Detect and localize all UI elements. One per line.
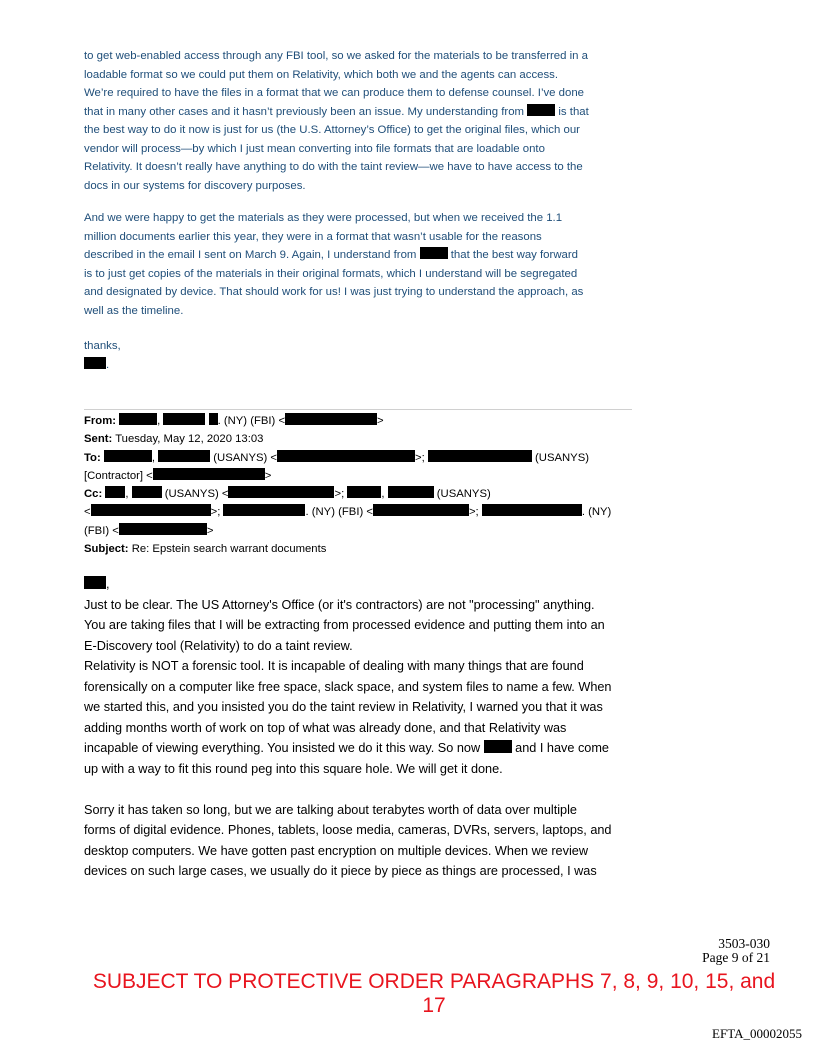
text-line: and designated by device. That should work for us! I was just trying to understand the approach, as xyxy=(84,286,584,298)
redaction xyxy=(388,486,434,498)
text-line: vendor will process—by which I just mean converting into file formats that are loadable onto xyxy=(84,142,545,155)
text-line: Relativity. It doesn’t really have anything to do with the taint review—we have to have access to the xyxy=(84,161,583,173)
quoted-paragraph-1 xyxy=(84,47,644,195)
text-line: that in many other cases and it hasn’t previously been an issue. My understanding from is that xyxy=(84,105,589,118)
paragraph-gap xyxy=(84,779,644,800)
redaction xyxy=(158,450,210,462)
redaction xyxy=(428,450,532,462)
text-line: adding months worth of work on top of what was already done, and that Relativity was xyxy=(84,720,567,735)
redaction xyxy=(228,486,334,498)
redaction xyxy=(285,413,377,425)
cc-line-continued: < >; . (NY) (FBI) < >; . (NY) xyxy=(84,506,612,519)
redaction xyxy=(163,413,205,425)
text-line: we started this, and you insisted you do the taint review in Relativity, I warned you that it was xyxy=(84,700,603,714)
quoted-closing xyxy=(84,337,644,374)
redaction xyxy=(482,504,582,516)
document-id: EFTA_00002055 xyxy=(712,1026,802,1041)
text-line: Sorry it has taken so long, but we are talking about terabytes worth of data over multiple xyxy=(84,802,577,817)
text-line: described in the email I sent on March 9. Again, I understand from that the best way forward xyxy=(84,249,579,261)
page-footer xyxy=(702,937,770,965)
email-body xyxy=(84,574,644,882)
text-line: devices on such large cases, we usually do it piece by piece as things are processed, I was xyxy=(84,864,597,878)
to-line: To: , (USANYS) < >; (USANYS) xyxy=(84,451,590,464)
to-line-continued: [Contractor] < > xyxy=(84,469,272,482)
redaction xyxy=(527,104,555,116)
redaction xyxy=(104,450,152,462)
closing-text: thanks, xyxy=(84,340,121,352)
redaction xyxy=(277,450,415,462)
text-line: up with a way to fit this round peg into this square hole. We will get it done. xyxy=(84,761,503,776)
text-line: We’re required to have the files in a format that we can produce them to defense counsel. I’ve done xyxy=(84,87,585,99)
redaction xyxy=(119,523,207,535)
from-line: From: , . (NY) (FBI) < > xyxy=(84,415,384,427)
redaction xyxy=(119,413,157,425)
text-line: Just to be clear. The US Attorney's Office (or it's contractors) are not "processing" anything. xyxy=(84,597,595,612)
text-line: Relativity is NOT a forensic tool. It is incapable of dealing with many things that are found xyxy=(84,659,584,673)
subject-line: Subject: Re: Epstein search warrant documents xyxy=(84,543,327,556)
redaction xyxy=(223,504,305,516)
text-line: You are taking files that I will be extracting from processed evidence and putting them into an xyxy=(84,618,605,632)
text-line: E-Discovery tool (Relativity) to do a taint review. xyxy=(84,638,353,653)
text-line: the best way to do it now is just for us (the U.S. Attorney’s Office) to get the original files, which our xyxy=(84,124,580,136)
redaction xyxy=(420,247,448,259)
redaction xyxy=(484,740,512,753)
text-line: loadable format so we could put them on Relativity, which both we and the agents can access. xyxy=(84,68,559,81)
redaction xyxy=(153,468,265,480)
quoted-paragraph-2 xyxy=(84,209,644,320)
header-separator xyxy=(84,409,632,410)
text-line: well as the timeline. xyxy=(84,304,184,317)
text-line: million documents earlier this year, they were in a format that wasn’t usable for the reasons xyxy=(84,230,542,243)
text-line: incapable of viewing everything. You insisted we do it this way. So now and I have come xyxy=(84,741,609,755)
redaction xyxy=(373,504,469,516)
protective-order-stamp: SUBJECT TO PROTECTIVE ORDER PARAGRAPHS 7, 8, 9, 10, 15, and 17 xyxy=(92,970,776,1017)
text-line: to get web-enabled access through any FBI tool, so we asked for the materials to be transferred in a xyxy=(84,50,588,62)
cc-line: Cc: , (USANYS) < >; , (USANYS) xyxy=(84,488,491,501)
text-line: is to just get copies of the materials in their original formats, which I understand will be segregated xyxy=(84,267,578,280)
redaction xyxy=(105,486,125,498)
page-number: Page 9 of 21 xyxy=(702,950,770,965)
text-line: docs in our systems for discovery purposes. xyxy=(84,179,306,192)
redaction xyxy=(91,504,211,516)
bates-number: 3503-030 xyxy=(718,936,770,951)
sent-line: Sent: Tuesday, May 12, 2020 13:03 xyxy=(84,433,264,446)
redaction xyxy=(84,357,106,369)
greeting: , xyxy=(84,574,644,595)
text-line: forensically on a computer like free space, slack space, and system files to name a few. When xyxy=(84,679,612,694)
text-line: forms of digital evidence. Phones, tablets, loose media, cameras, DVRs, servers, laptops, and xyxy=(84,823,612,837)
redaction xyxy=(84,576,106,589)
cc-line-end: (FBI) < > xyxy=(84,524,214,537)
redaction xyxy=(132,486,162,498)
signature-line: . xyxy=(84,356,644,375)
text-line: desktop computers. We have gotten past encryption on multiple devices. When we review xyxy=(84,843,588,858)
redaction xyxy=(347,486,381,498)
text-line: And we were happy to get the materials as they were processed, but when we received the 1.1 xyxy=(84,212,563,224)
email-header xyxy=(84,412,644,558)
redaction xyxy=(209,413,218,425)
